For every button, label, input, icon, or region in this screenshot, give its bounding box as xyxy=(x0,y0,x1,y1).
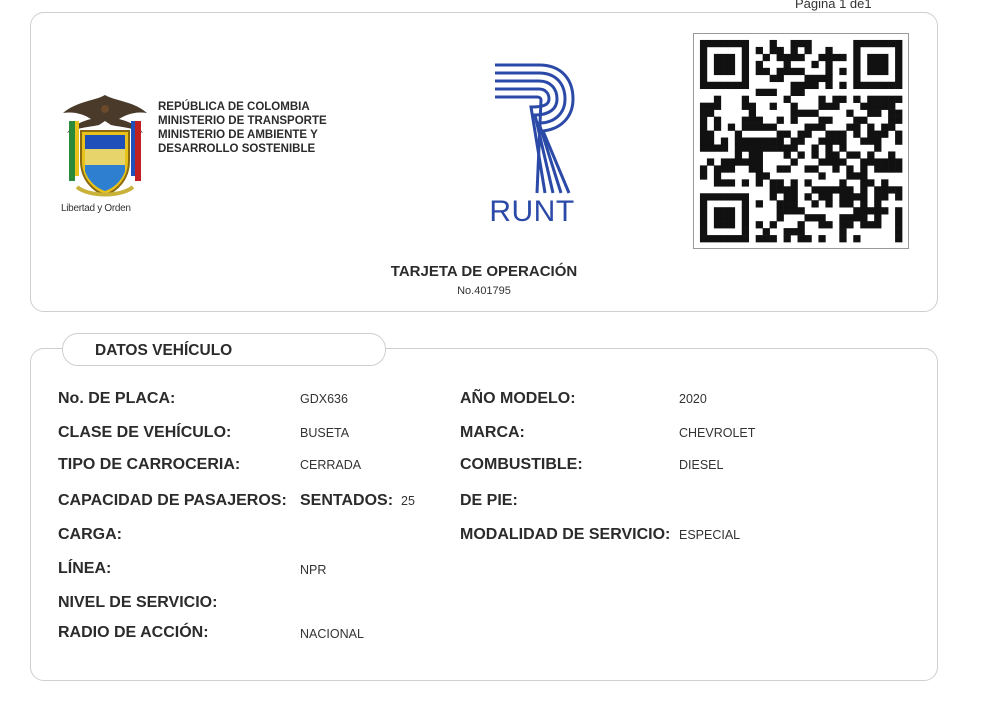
field-label: MODALIDAD DE SERVICIO: xyxy=(460,526,671,543)
document-title: TARJETA DE OPERACIÓN xyxy=(390,263,578,280)
field-value: CERRADA xyxy=(300,458,362,472)
field-label: AÑO MODELO: xyxy=(460,390,576,407)
field-label: CARGA: xyxy=(58,526,122,543)
ministry-line: REPÚBLICA DE COLOMBIA xyxy=(158,101,310,113)
header-card xyxy=(30,12,938,312)
field-value: 25 xyxy=(401,494,415,508)
page-label: Página 1 de1 xyxy=(795,0,872,11)
field-value: GDX636 xyxy=(300,392,348,406)
field-label: MARCA: xyxy=(460,424,525,441)
ministry-block xyxy=(158,100,327,156)
field-value: NACIONAL xyxy=(300,627,364,641)
qr-code-icon xyxy=(693,33,909,249)
ministry-line: DESARROLLO SOSTENIBLE xyxy=(158,143,316,155)
field-label: NIVEL DE SERVICIO: xyxy=(58,594,218,611)
field-label: CLASE DE VEHÍCULO: xyxy=(58,424,232,441)
field-value: BUSETA xyxy=(300,426,350,440)
field-label: RADIO DE ACCIÓN: xyxy=(58,624,209,641)
motto-text: Libertad y Orden xyxy=(61,203,131,214)
field-value: ESPECIAL xyxy=(679,528,741,542)
ministry-line: MINISTERIO DE AMBIENTE Y xyxy=(158,129,318,141)
ministry-line: MINISTERIO DE TRANSPORTE xyxy=(158,115,327,127)
field-sub-label: SENTADOS: xyxy=(300,492,394,509)
field-label: TIPO DE CARROCERIA: xyxy=(58,456,241,473)
field-label: No. DE PLACA: xyxy=(58,390,176,407)
field-label: COMBUSTIBLE: xyxy=(460,456,583,473)
field-value: DIESEL xyxy=(679,458,724,472)
field-label: LÍNEA: xyxy=(58,560,112,577)
runt-logo-icon xyxy=(481,53,581,203)
section-title: DATOS VEHÍCULO xyxy=(95,342,233,359)
field-label: DE PIE: xyxy=(460,492,518,509)
document-number: No.401795 xyxy=(457,285,511,297)
field-value: CHEVROLET xyxy=(679,426,756,440)
field-value: NPR xyxy=(300,563,327,577)
coat-of-arms-icon xyxy=(59,91,151,211)
field-value: 2020 xyxy=(679,392,707,406)
field-label: CAPACIDAD DE PASAJEROS: xyxy=(58,492,287,509)
runt-logo-text: RUNT xyxy=(489,195,575,228)
